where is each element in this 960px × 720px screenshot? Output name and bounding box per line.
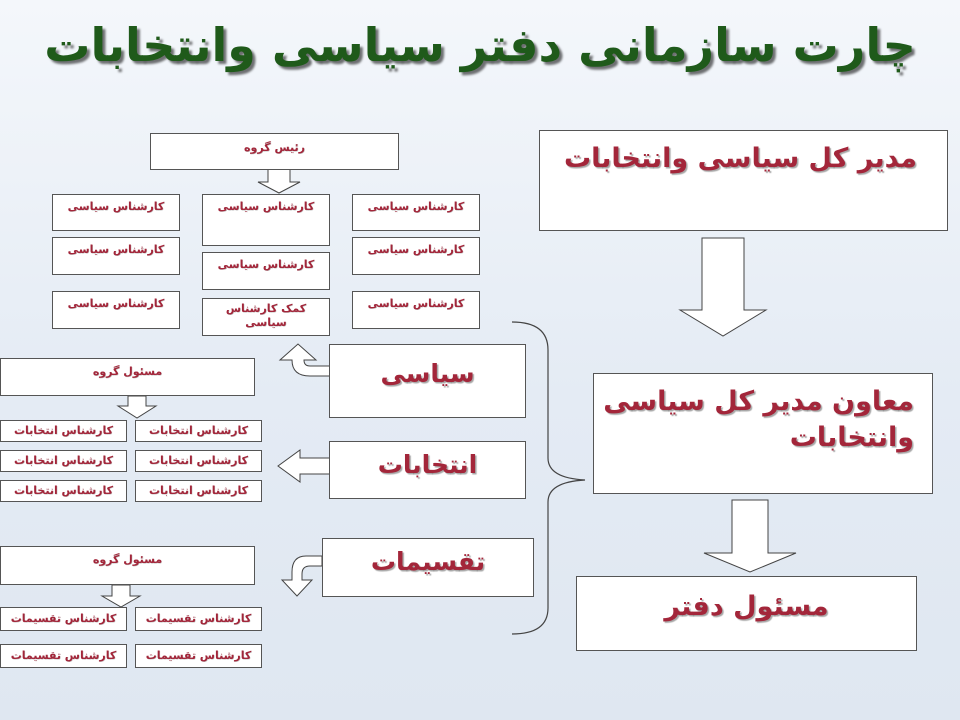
- arrow-deputy-to-office: [704, 500, 796, 572]
- political-expert-label: کارشناس سیاسی: [367, 297, 465, 310]
- arrow-director-to-deputy: [680, 238, 766, 336]
- political-expert-box: [52, 194, 180, 231]
- deputy-box: [593, 373, 933, 494]
- political-expert-label: کارشناس سیاسی: [67, 243, 165, 256]
- divisions-head-label: مسئول گروه: [92, 553, 163, 566]
- divisions-expert-box: [135, 644, 262, 668]
- elections-expert-box: [135, 480, 262, 502]
- political-expert-label: کارشناس سیاسی: [67, 297, 165, 310]
- political-expert-box: [202, 252, 330, 290]
- director-label: مدیر کل سیاسی وانتخابات: [563, 143, 917, 174]
- arrow-political-head: [258, 169, 300, 193]
- arrow-divisions-curve: [282, 556, 322, 596]
- divisions-expert-label: کارشناس تقسیمات: [10, 612, 117, 625]
- elections-head-label: مسئول گروه: [92, 365, 163, 378]
- elections-expert-box: [0, 450, 127, 472]
- elections-expert-label: کارشناس انتخابات: [13, 454, 114, 467]
- divisions-expert-label: کارشناس تقسیمات: [10, 649, 117, 662]
- elections-head-box: [0, 358, 255, 396]
- elections-expert-box: [0, 480, 127, 502]
- elections-expert-label: کارشناس انتخابات: [13, 424, 114, 437]
- political-expert-box: [52, 291, 180, 329]
- deputy-label: معاون مدیر کل سیاسی وانتخابات: [603, 386, 914, 454]
- political-expert-label: کارشناس سیاسی: [367, 200, 465, 213]
- dept-elections-box: [329, 441, 526, 499]
- dept-political-box: [329, 344, 526, 418]
- political-expert-box: [352, 194, 480, 231]
- elections-expert-box: [0, 420, 127, 442]
- arrow-divisions-head: [102, 585, 140, 607]
- divisions-head-box: [0, 546, 255, 585]
- political-expert-box: [52, 237, 180, 275]
- dept-elections-label: انتخابات: [377, 450, 478, 479]
- divisions-expert-label: کارشناس تقسیمات: [145, 649, 252, 662]
- political-head-box: [150, 133, 399, 170]
- divisions-expert-label: کارشناس تقسیمات: [145, 612, 252, 625]
- director-box: [539, 130, 948, 231]
- dept-divisions-label: تقسیمات: [370, 547, 486, 576]
- political-expert-label: کارشناس سیاسی: [217, 200, 315, 213]
- political-expert-label: کارشناس سیاسی: [67, 200, 165, 213]
- political-expert-box: [352, 237, 480, 275]
- divisions-expert-box: [0, 607, 127, 631]
- office-head-label: مسئول دفتر: [664, 591, 829, 622]
- divisions-expert-box: [135, 607, 262, 631]
- elections-expert-box: [135, 420, 262, 442]
- political-assistant-label: کمک کارشناس سیاسی: [225, 302, 307, 330]
- elections-expert-box: [135, 450, 262, 472]
- political-expert-box: [202, 194, 330, 246]
- divisions-expert-box: [0, 644, 127, 668]
- political-expert-box: [352, 291, 480, 329]
- chart-title: چارت سازمانی دفتر سیاسی وانتخابات: [44, 18, 916, 72]
- political-head-label: رئیس گروه: [244, 141, 305, 154]
- political-assistant-box: [202, 298, 330, 336]
- arrow-elections-head: [118, 396, 156, 418]
- political-expert-label: کارشناس سیاسی: [367, 243, 465, 256]
- dept-political-label: سیاسی: [380, 359, 475, 388]
- elections-expert-label: کارشناس انتخابات: [148, 424, 249, 437]
- office-head-box: [576, 576, 917, 651]
- arrow-political-curve: [280, 344, 330, 376]
- elections-expert-label: کارشناس انتخابات: [13, 484, 114, 497]
- elections-expert-label: کارشناس انتخابات: [148, 454, 249, 467]
- elections-expert-label: کارشناس انتخابات: [148, 484, 249, 497]
- dept-divisions-box: [322, 538, 534, 597]
- arrow-elections: [278, 450, 330, 482]
- political-expert-label: کارشناس سیاسی: [217, 258, 315, 271]
